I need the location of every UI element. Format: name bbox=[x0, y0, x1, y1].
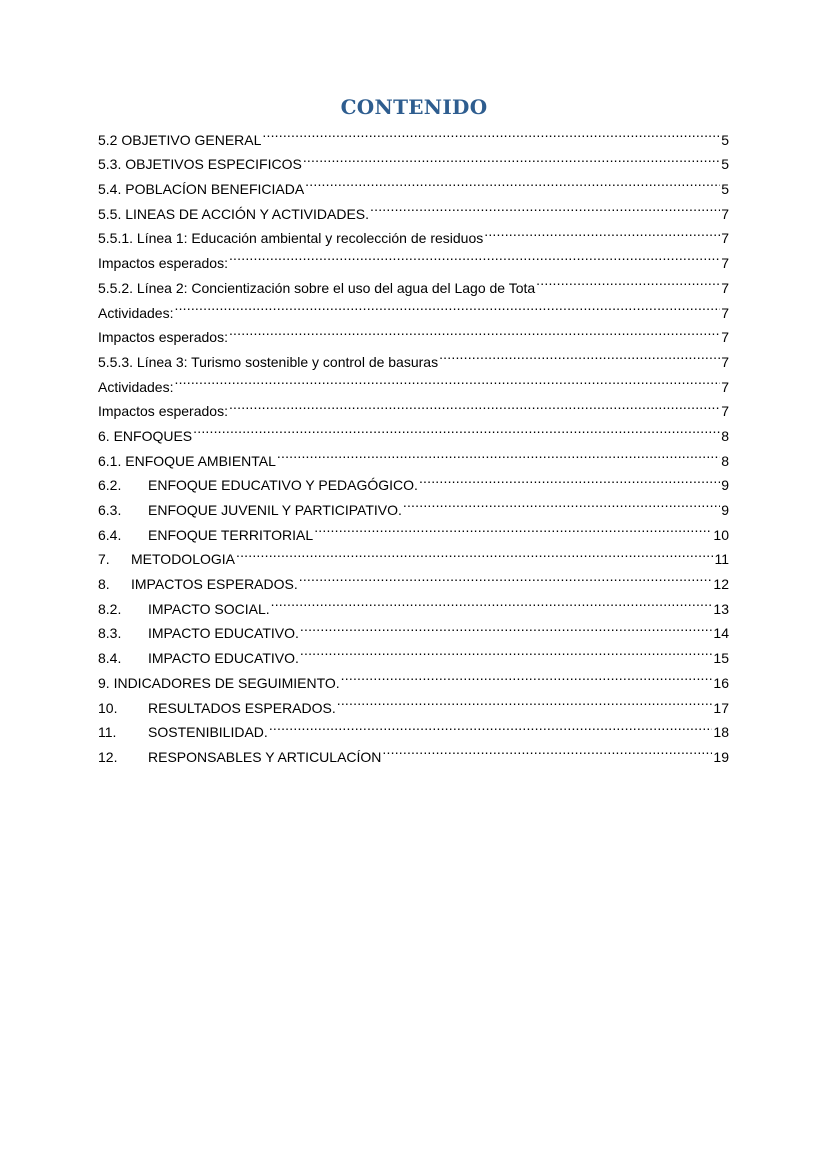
toc-entry-page-number: 17 bbox=[713, 699, 729, 716]
toc-entry-label: Impactos esperados: bbox=[98, 329, 228, 346]
dot-leader bbox=[419, 466, 720, 491]
toc-entry-page-number: 9 bbox=[721, 477, 729, 494]
toc-entry-page-number: 7 bbox=[721, 304, 729, 321]
toc-entry-label: 5.5. LINEAS DE ACCIÓN Y ACTIVIDADES. bbox=[98, 205, 370, 222]
page-title: CONTENIDO bbox=[340, 95, 488, 119]
toc-entry-label: IMPACTO EDUCATIVO. bbox=[148, 650, 299, 667]
toc-entry-label: Impactos esperados: bbox=[98, 403, 228, 420]
dot-leader bbox=[174, 367, 720, 392]
toc-entry-label: 5.4. POBLACÍON BENEFICIADA bbox=[98, 181, 305, 198]
toc-entry-page-number: 5 bbox=[721, 181, 729, 198]
toc-entry-label: 5.5.3. Línea 3: Turismo sostenible y control de basuras bbox=[98, 353, 439, 370]
dot-leader bbox=[193, 416, 720, 441]
toc-entry[interactable] bbox=[98, 367, 729, 395]
toc-entry-label: RESPONSABLES Y ARTICULACÍON bbox=[148, 748, 382, 765]
toc-entry-label: 6.1. ENFOQUE AMBIENTAL bbox=[98, 452, 276, 469]
toc-entry-label: IMPACTO SOCIAL. bbox=[148, 600, 270, 617]
toc-entry[interactable] bbox=[98, 416, 729, 444]
toc-entry-label: IMPACTOS ESPERADOS. bbox=[131, 576, 298, 593]
toc-entry-page-number: 12 bbox=[713, 576, 729, 593]
dot-leader bbox=[236, 540, 713, 565]
toc-entry-page-number: 7 bbox=[721, 205, 729, 222]
toc-entry[interactable] bbox=[98, 293, 729, 321]
dot-leader bbox=[299, 564, 713, 589]
toc-entry-number: 10. bbox=[98, 699, 118, 716]
dot-leader bbox=[303, 145, 720, 170]
toc-entry-page-number: 13 bbox=[713, 600, 729, 617]
toc-entry-page-number: 9 bbox=[721, 502, 729, 518]
dot-leader bbox=[269, 713, 713, 738]
dot-leader bbox=[484, 219, 720, 244]
toc-entry-number: 8.3. bbox=[98, 625, 122, 642]
toc-entry-page-number: 7 bbox=[721, 378, 729, 395]
toc-entry-label: Impactos esperados: bbox=[98, 255, 228, 272]
toc-entry-label: 5.2 OBJETIVO GENERAL bbox=[98, 131, 262, 148]
toc-entry[interactable] bbox=[98, 441, 729, 469]
dot-leader bbox=[382, 737, 712, 762]
dot-leader bbox=[229, 318, 720, 343]
dot-leader bbox=[300, 638, 713, 663]
dot-leader bbox=[403, 490, 720, 515]
toc-entry-page-number: 7 bbox=[721, 403, 729, 420]
toc-entry-page-number: 7 bbox=[721, 279, 729, 296]
toc-entry-number: 12. bbox=[98, 748, 118, 765]
dot-leader bbox=[174, 293, 720, 318]
dot-leader bbox=[314, 515, 712, 540]
toc-entry-page-number: 5 bbox=[721, 131, 729, 148]
toc-entry[interactable] bbox=[98, 392, 729, 420]
toc-entry-number: 6.2. bbox=[98, 477, 122, 494]
toc-entry-label: 9. INDICADORES DE SEGUIMIENTO. bbox=[98, 674, 340, 691]
table-of-contents bbox=[98, 120, 729, 765]
toc-entry-page-number: 7 bbox=[721, 329, 729, 346]
dot-leader bbox=[262, 120, 720, 145]
toc-entry-label: METODOLOGIA bbox=[131, 551, 235, 568]
toc-entry-page-number: 5 bbox=[721, 156, 729, 173]
toc-entry-page-number: 18 bbox=[713, 724, 729, 741]
toc-entry-page-number: 16 bbox=[713, 674, 729, 691]
toc-entry-label: 6. ENFOQUES bbox=[98, 427, 193, 444]
toc-entry-label: ENFOQUE TERRITORIAL bbox=[148, 526, 314, 543]
toc-entry[interactable] bbox=[98, 318, 729, 346]
toc-entry-number: 8. bbox=[98, 576, 110, 593]
toc-entry-page-number: 7 bbox=[721, 353, 729, 370]
dot-leader bbox=[229, 243, 720, 268]
dot-leader bbox=[536, 268, 720, 293]
toc-entry-label: 5.5.2. Línea 2: Concientización sobre el uso del agua del Lago de Tota bbox=[98, 279, 536, 296]
toc-entry-label: 5.5.1. Línea 1: Educación ambiental y recolección de residuos bbox=[98, 230, 484, 247]
toc-entry-page-number: 11 bbox=[714, 551, 729, 568]
dot-leader bbox=[300, 614, 713, 639]
toc-entry-label: IMPACTO EDUCATIVO. bbox=[148, 625, 299, 642]
toc-entry-page-number: 8 bbox=[721, 452, 729, 469]
toc-entry[interactable] bbox=[98, 120, 729, 148]
dot-leader bbox=[271, 589, 713, 614]
toc-entry-label: 5.3. OBJETIVOS ESPECIFICOS bbox=[98, 156, 302, 173]
toc-entry-page-number: 19 bbox=[713, 748, 729, 765]
toc-entry-page-number: 10 bbox=[713, 526, 729, 543]
toc-entry-number: 8.4. bbox=[98, 650, 122, 667]
toc-entry-page-number: 7 bbox=[721, 230, 729, 247]
toc-entry-page-number: 8 bbox=[721, 427, 729, 444]
dot-leader bbox=[229, 392, 720, 417]
dot-leader bbox=[305, 169, 720, 194]
toc-entry-label: ENFOQUE JUVENIL Y PARTICIPATIVO. bbox=[148, 502, 402, 518]
toc-entry-label: Actividades: bbox=[98, 304, 174, 321]
toc-entry-number: 11. bbox=[98, 724, 117, 741]
toc-entry-number: 7. bbox=[98, 551, 110, 568]
toc-entry-page-number: 15 bbox=[713, 650, 729, 667]
toc-entry-label: SOSTENIBILIDAD. bbox=[148, 724, 268, 741]
toc-entry-label: RESULTADOS ESPERADOS. bbox=[148, 699, 336, 716]
toc-entry-number: 6.4. bbox=[98, 526, 122, 543]
dot-leader bbox=[439, 342, 720, 367]
toc-entry-label: ENFOQUE EDUCATIVO Y PEDAGÓGICO. bbox=[148, 477, 418, 494]
dot-leader bbox=[370, 194, 720, 219]
dot-leader bbox=[341, 663, 713, 688]
dot-leader bbox=[277, 441, 720, 466]
toc-entry-page-number: 7 bbox=[721, 255, 729, 272]
toc-entry-page-number: 14 bbox=[713, 625, 729, 642]
dot-leader bbox=[337, 688, 713, 713]
toc-entry-number: 8.2. bbox=[98, 600, 122, 617]
toc-entry-number: 6.3. bbox=[98, 502, 122, 518]
toc-entry-label: Actividades: bbox=[98, 378, 174, 395]
